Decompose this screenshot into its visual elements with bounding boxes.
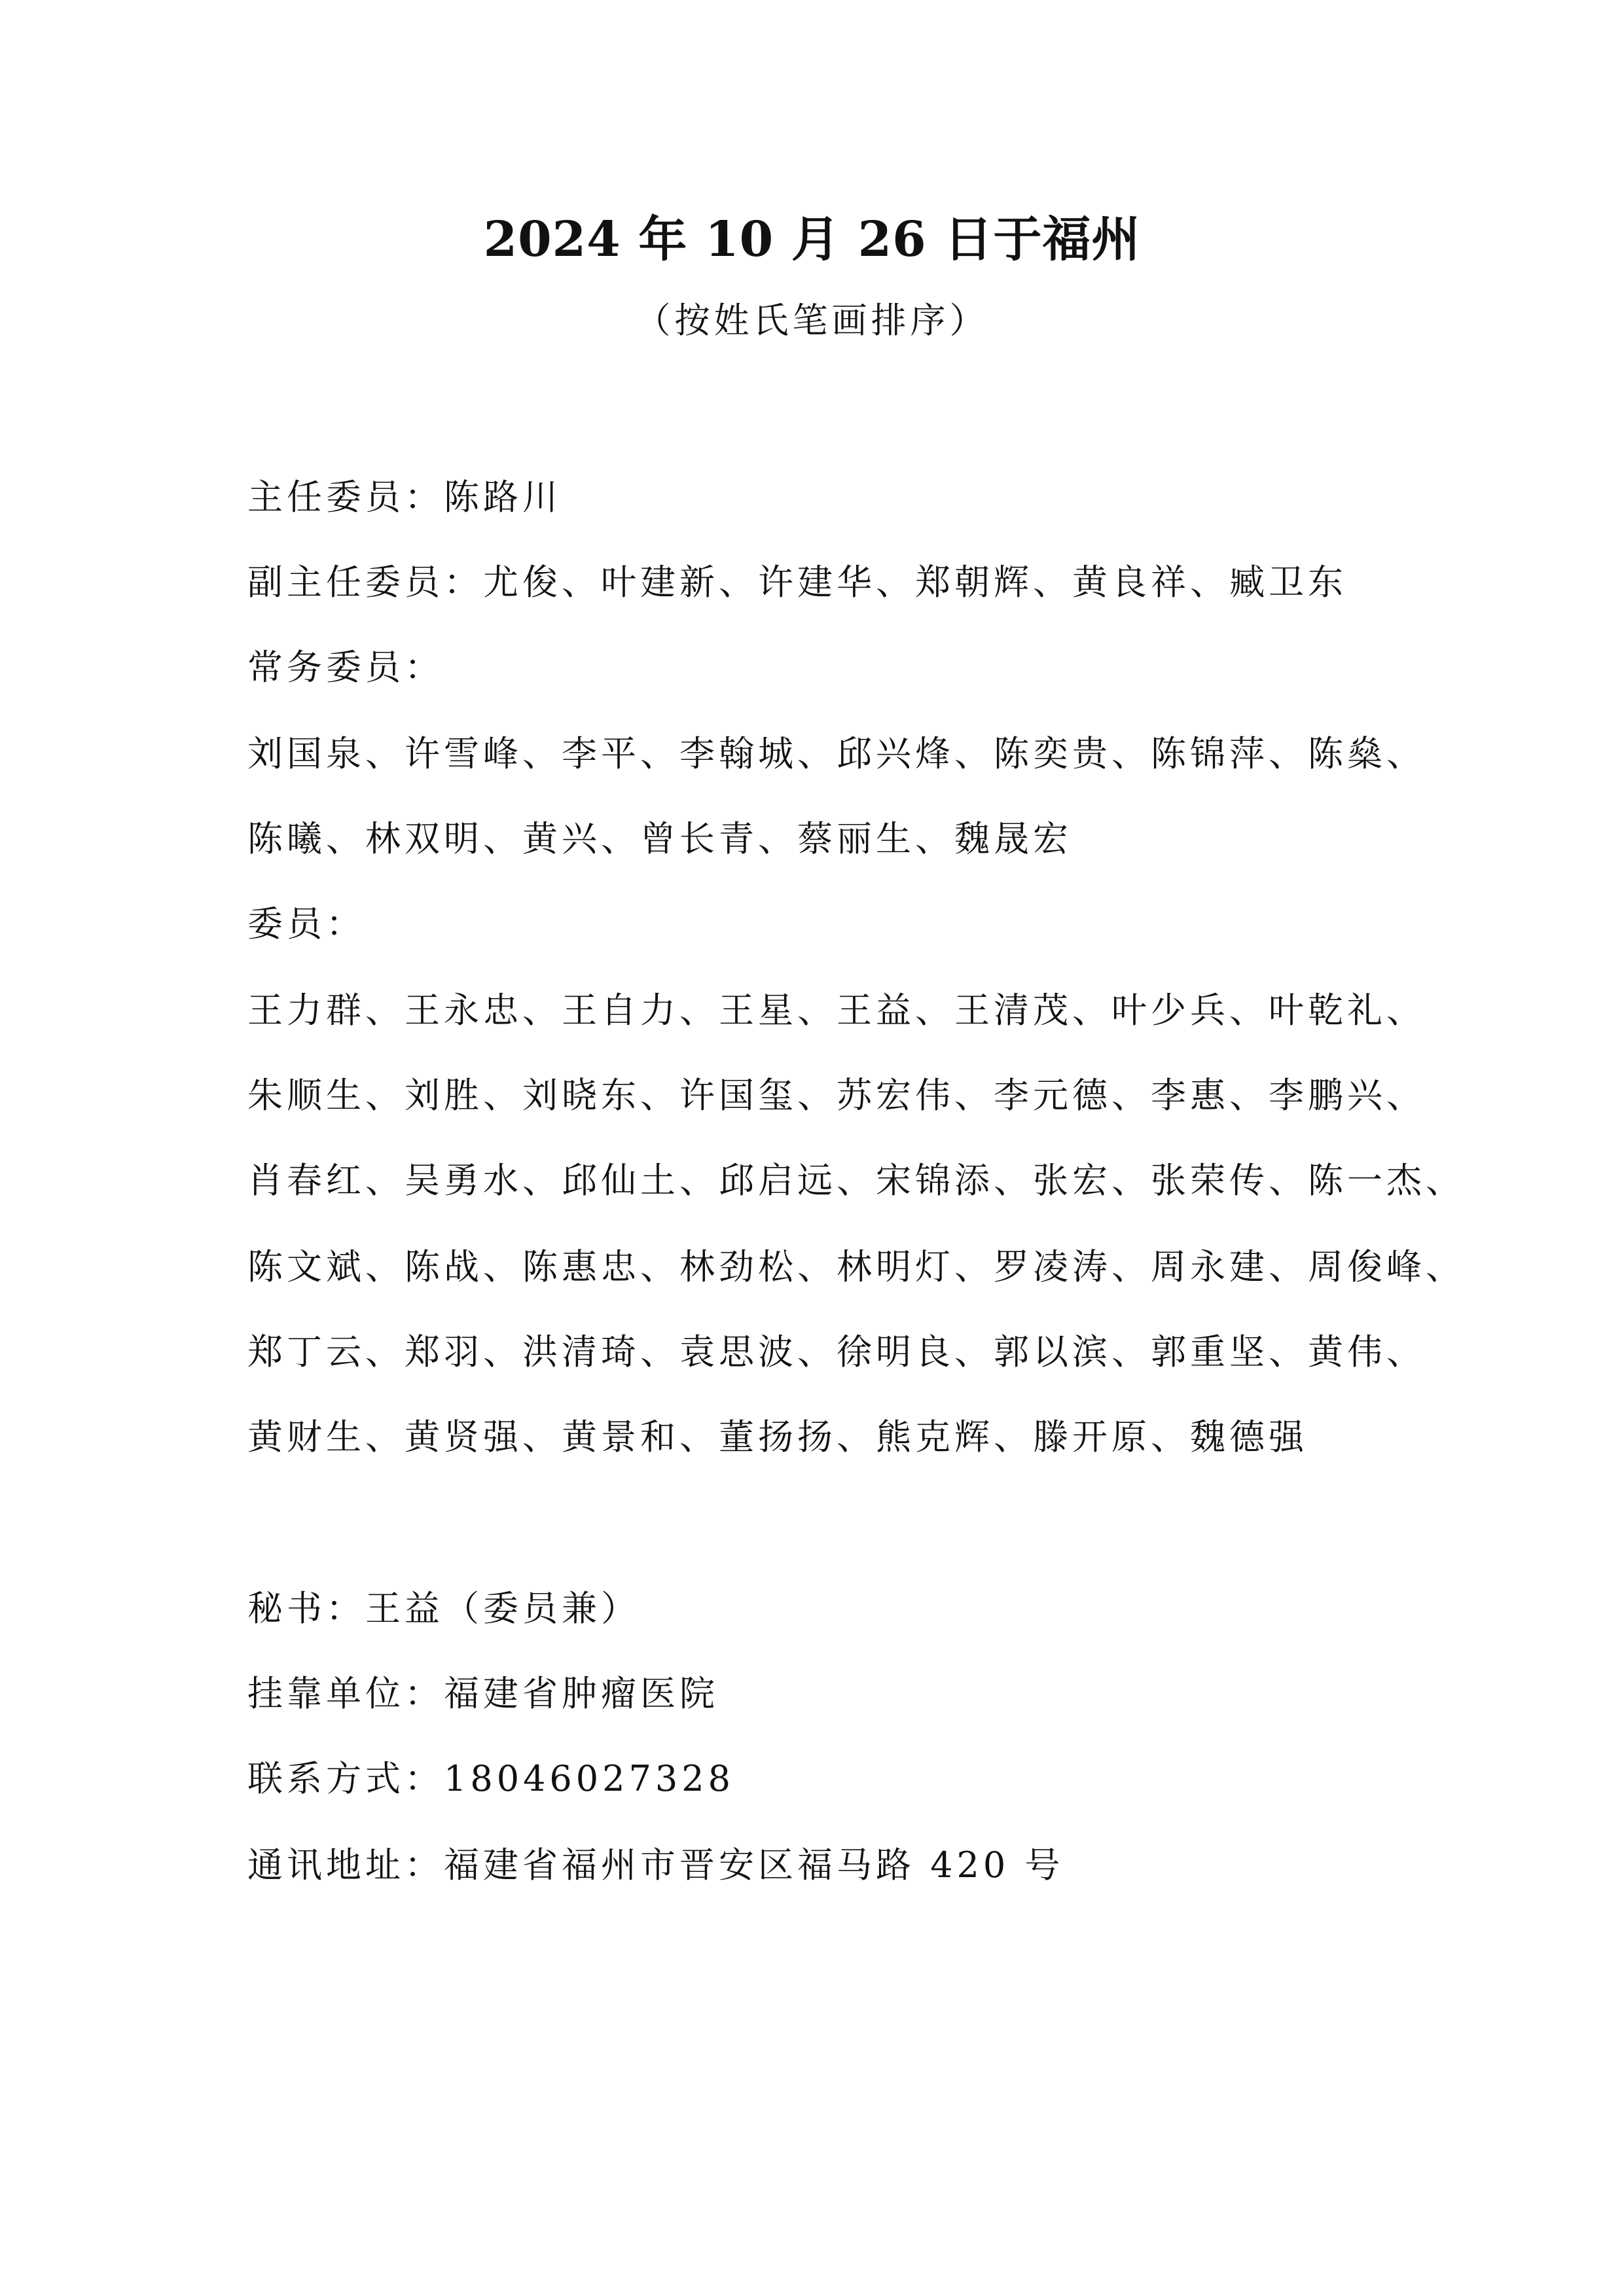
secretary-label: 秘书：: [247, 1588, 365, 1629]
members-line: 王力群、王永忠、王自力、王星、王益、王清茂、叶少兵、叶乾礼、: [247, 990, 1426, 1031]
contact-label: 联系方式：: [247, 1758, 444, 1799]
members-line: 朱顺生、刘胜、刘晓东、许国玺、苏宏伟、李元德、李惠、李鹏兴、: [247, 1075, 1426, 1116]
standing-members-line: 陈曦、林双明、黄兴、曾长青、蔡丽生、魏晟宏: [247, 818, 1072, 859]
members-line: 黄财生、黄贤强、黄景和、董扬扬、熊克辉、滕开原、魏德强: [247, 1416, 1308, 1458]
host-unit-label: 挂靠单位：: [247, 1673, 444, 1714]
sort-note: （按姓氏笔画排序）: [635, 300, 989, 341]
address-text: 福建省福州市晋安区福马路 420 号: [444, 1844, 1064, 1886]
contact-phone: 18046027328: [444, 1758, 734, 1799]
host-unit-name: 福建省肿瘤医院: [444, 1673, 719, 1714]
members-line: 郑丁云、郑羽、洪清琦、袁思波、徐明良、郭以滨、郭重坚、黄伟、: [247, 1331, 1426, 1372]
vice-chair-label: 副主任委员：: [247, 562, 483, 603]
address-line: [247, 1840, 1426, 1890]
host-unit-line: [247, 1669, 1426, 1719]
chair-line: [247, 473, 1426, 522]
standing-members-label: 常务委员：: [247, 647, 444, 688]
members-line: 肖春红、吴勇水、邱仙土、邱启远、宋锦添、张宏、张荣传、陈一杰、: [247, 1160, 1465, 1201]
address-label: 通讯地址：: [247, 1844, 444, 1886]
members-line: 陈文斌、陈战、陈惠忠、林劲松、林明灯、罗凌涛、周永建、周俊峰、: [247, 1246, 1465, 1287]
secretary-line: [247, 1584, 1426, 1634]
contact-line: [247, 1754, 1426, 1804]
vice-chair-names: 尤俊、叶建新、许建华、郑朝辉、黄良祥、臧卫东: [483, 562, 1347, 603]
members-label: 委员：: [247, 903, 365, 944]
vice-chair-line: [247, 558, 1426, 607]
document-title: 2024 年 10 月 26 日于福州: [483, 211, 1141, 268]
secretary-name: 王益（委员兼）: [365, 1588, 640, 1629]
standing-members-line: 刘国泉、许雪峰、李平、李翰城、邱兴烽、陈奕贵、陈锦萍、陈燊、: [247, 733, 1426, 774]
chair-label: 主任委员：: [247, 476, 444, 518]
chair-name: 陈路川: [444, 476, 562, 518]
